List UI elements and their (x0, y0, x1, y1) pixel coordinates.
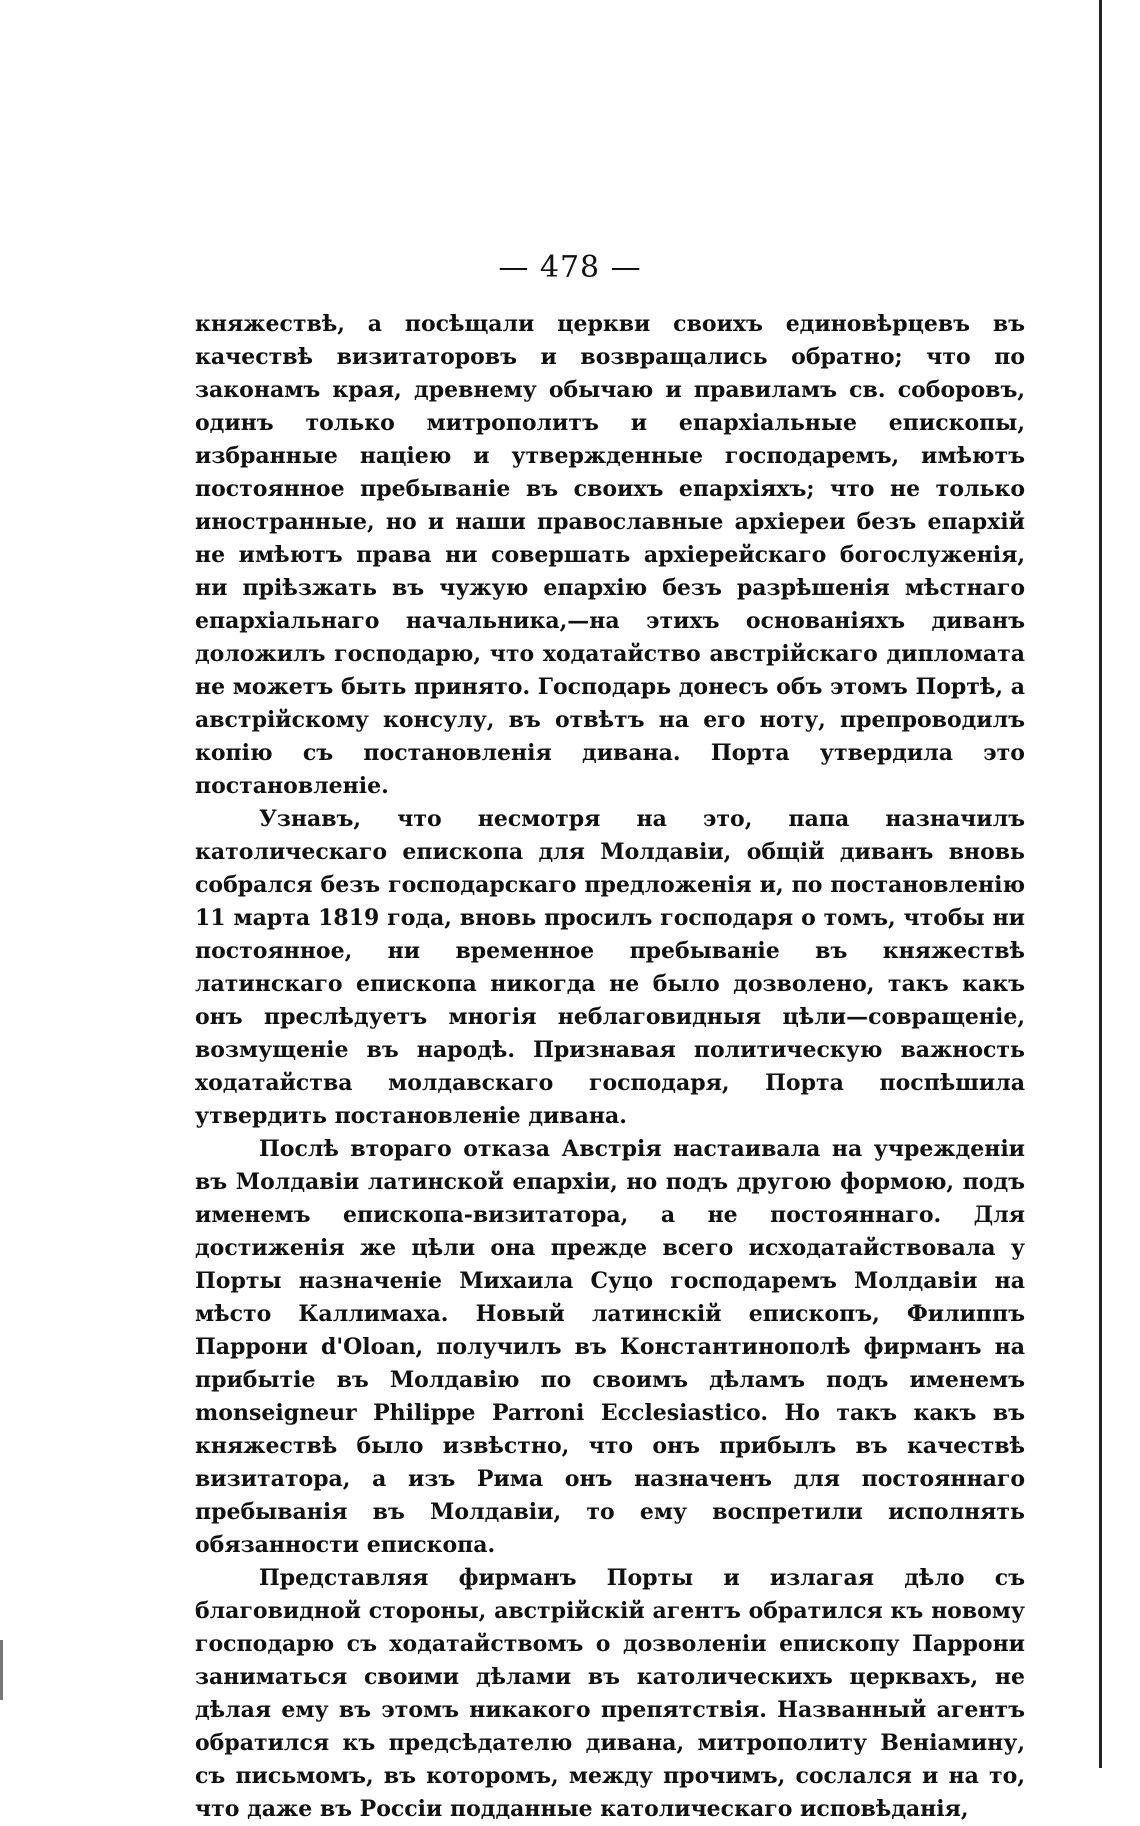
paragraph-3: Послѣ втораго отказа Австрія настаивала на учрежденіи въ Молдавіи латинской епархіи, но подъ другою формою, подъ именемъ епископа-визитатора, а не постояннаго. Для достиженія же цѣли она прежде всего исходатайствовала у Порты назначеніе Михаила Суцо господаремъ Молдавіи на мѣсто Каллимаха. Новый латинскій епископъ, Филиппъ Паррони d'Oloan, получилъ въ Константинополѣ фирманъ на прибытіе въ Молдавію по своимъ дѣламъ подъ именемъ monseigneur Philippe Parroni Ecclesiastico. Но такъ какъ въ княжествѣ было извѣстно, что онъ прибылъ въ качествѣ визитатора, а изъ Рима онъ назначенъ для постояннаго пребыванія въ Молдавіи, то ему воспретили исполнять обязанности епископа. (195, 1136, 1025, 1558)
page-edge-specks (0, 1640, 3, 1700)
paragraph-1: княжествѣ, а посѣщали церкви своихъ единовѣрцевъ въ качествѣ визитаторовъ и возвращались обратно; что по законамъ края, древнему обычаю и правиламъ св. соборовъ, одинъ только митрополитъ и епархіальные епископы, избранные націею и утвержденные господаремъ, имѣютъ постоянное пребываніе въ своихъ епархіяхъ; что не только иностранные, но и наши православные архіереи безъ епархій не имѣютъ права ни совершать архіерейскаго богослуженія, ни пріѣзжать въ чужую епархію безъ разрѣшенія мѣстнаго епархіальнаго начальника,—на этихъ основаніяхъ диванъ доложилъ господарю, что ходатайство австрійскаго дипломата не можетъ быть принято. Господарь донесъ объ этомъ Портѣ, а австрійскому консулу, въ отвѣтъ на его ноту, препроводилъ копію съ постановленія дивана. Порта утвердила это постановленіе. (195, 311, 1025, 799)
paragraph-2: Узнавъ, что несмотря на это, папа назначилъ католическаго епископа для Молдавіи, общій диванъ вновь собрался безъ господарскаго предложенія и, по постановленію 11 марта 1819 года, вновь просилъ господаря о томъ, чтобы ни постоянное, ни временное пребываніе въ княжествѣ латинскаго епископа никогда не было дозволено, такъ какъ онъ преслѣдуетъ многія неблаговидныя цѣли—совращеніе, возмущеніе въ народѣ. Признавая политическую важность ходатайства молдавскаго господаря, Порта поспѣшила утвердить постановленіе дивана. (195, 806, 1025, 1129)
page-number: — 478 — (498, 250, 642, 285)
body-text (195, 308, 1025, 1826)
paragraph-4: Представляя фирманъ Порты и излагая дѣло съ благовидной стороны, австрійскій агентъ обратился къ новому господарю съ ходатайствомъ о дозволеніи епископу Паррони заниматься своими дѣлами въ католическихъ церквахъ, не дѣлая ему въ этомъ никакого препятствія. Названный агентъ обратился къ предсѣдателю дивана, митрополиту Веніамину, съ письмомъ, въ которомъ, между прочимъ, сослался и на то, что даже въ Россіи подданные католическаго исповѣданія, (195, 1565, 1025, 1822)
